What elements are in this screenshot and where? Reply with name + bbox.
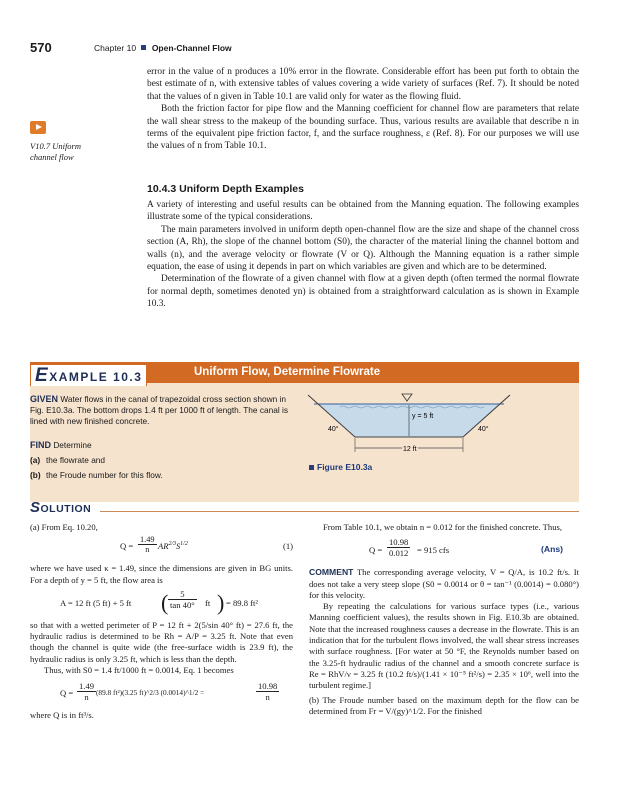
given-text: Water flows in the canal of trapezoidal cross section shown in Fig. E10.3a. The bottom drops 1.4 ft per 1000 ft of length. The canal is lined with new finished concrete. bbox=[30, 394, 288, 426]
figure-caption bbox=[309, 462, 372, 472]
left-text-1: where we have used κ = 1.49, since the dimensions are given in BG units. For a depth of y = 5 ft, the flow area is bbox=[30, 563, 293, 585]
find-a-text: the flowrate and bbox=[46, 455, 106, 465]
video-label-line-1: V10.7 Uniform bbox=[30, 141, 81, 151]
solution-initial: S bbox=[30, 499, 41, 516]
eq3-denominator: n bbox=[84, 692, 89, 703]
solution-right-column bbox=[309, 522, 579, 717]
eq4-denominator: 0.012 bbox=[389, 548, 409, 559]
eq4-numerator: 10.98 bbox=[389, 537, 409, 548]
section-title: 10.4.3 Uniform Depth Examples bbox=[147, 183, 304, 195]
eq2-lhs: A = 12 ft (5 ft) + 5 ft bbox=[60, 597, 132, 608]
part-a-intro: (a) From Eq. 10.20, bbox=[30, 522, 98, 532]
solution-heading-text: OLUTION bbox=[40, 503, 92, 515]
eq1-lhs: Q = bbox=[120, 541, 134, 552]
left-text-4: where Q is in ft³/s. bbox=[30, 710, 94, 721]
comment-text: The corresponding average velocity, V = Q/A, is 10.2 ft/s. It does not take a very steep slope (S0 = 0.0014 or θ = tan⁻¹ (0.0014) = 0.080°) for this velocity. bbox=[309, 567, 579, 600]
intro-paragraph-2: Both the friction factor for pipe flow and the Manning coefficient for channel flow are parameters that relate the wall shear stress to the makeup of the bounding surface. Thus, various results are available that describe n in terms of the equivalent pipe friction factor, f, and the surface roughness, ε (Ref. 8). For our purposes we will use the values of n from Table 10.1. bbox=[147, 104, 579, 152]
video-label[interactable] bbox=[30, 141, 81, 163]
comment-paragraph bbox=[309, 567, 579, 601]
given-block bbox=[30, 394, 293, 427]
eq1-denominator: n bbox=[145, 545, 150, 555]
answer-marker: (Ans) bbox=[541, 544, 563, 555]
solution-heading bbox=[30, 499, 91, 517]
find-b-label: (b) bbox=[30, 470, 41, 480]
find-label: FIND bbox=[30, 440, 51, 450]
intro-paragraph-1: error in the value of n produces a 10% error in the flowrate. Considerable effort has been put forth to obtain the best estimate of n, with extensive tables of values covering a wide variety of surfaces (Ref. 7). It should be noted that the values of n given in Table 10.1 are valid only for water as the flowing fluid. bbox=[147, 67, 579, 102]
find-b-text: the Froude number for this flow. bbox=[46, 470, 163, 480]
angle-label-right: 40° bbox=[478, 426, 489, 433]
given-label: GIVEN bbox=[30, 394, 59, 404]
find-block bbox=[30, 438, 293, 483]
eq3-denominator-2: n bbox=[265, 692, 270, 703]
eq2-result: = 89.8 ft² bbox=[226, 597, 259, 608]
intro-block bbox=[147, 66, 579, 153]
eq4-lhs: Q = bbox=[369, 545, 383, 556]
example-label bbox=[30, 364, 147, 386]
comment-label: COMMENT bbox=[309, 567, 354, 578]
section-body bbox=[147, 199, 579, 311]
find-text: Determine bbox=[53, 440, 92, 450]
example-label-text: XAMPLE 10.3 bbox=[49, 370, 143, 384]
eq1-numerator: 1.49 bbox=[140, 535, 155, 545]
running-head bbox=[94, 43, 232, 53]
video-label-line-2: channel flow bbox=[30, 152, 74, 162]
solution-left-column bbox=[30, 522, 293, 722]
eq3-lhs: Q = bbox=[60, 688, 74, 699]
angle-label-left: 40° bbox=[328, 426, 339, 433]
bottom-width-label: 12 ft bbox=[403, 446, 417, 453]
equation-1: Q = $\frac{1.49}{n}$ $AR^{2/3}S^{1/2}$ (1) bbox=[120, 535, 294, 555]
left-text-3: Thus, with S0 = 1.4 ft/1000 ft = 0.0014, Eq. 1 becomes bbox=[44, 665, 234, 676]
equation-2: A = 12 ft (5 ft) + 5 ft ( $\frac{5}{\tan 40^\circ}$ ft ) = 89.8 ft² bbox=[60, 588, 259, 615]
equation-3 bbox=[30, 676, 293, 710]
section-paragraph-2: The main parameters involved in uniform depth open-channel flow are the size and shape of the channel cross section (A, Rh), the slope of the channel bottom (S0), the character of the material lining the channel bottom and walls (n), and the average velocity or flowrate (V or Q). Although the Manning equation is a rather simple equation, the ease of using it depends in part on which variables are given and which are to be determined. bbox=[147, 224, 579, 273]
play-icon bbox=[36, 124, 42, 130]
example-title: Uniform Flow, Determine Flowrate bbox=[194, 366, 381, 378]
caption-text: Figure E10.3a bbox=[317, 462, 373, 472]
figure-e10-3a bbox=[300, 390, 512, 460]
eq2-unit: ft bbox=[205, 597, 211, 608]
eq2-denominator: tan 40° bbox=[170, 599, 195, 610]
solution-rule bbox=[100, 511, 579, 512]
page-number: 570 bbox=[30, 40, 52, 55]
eq1-exponent: 2/3 bbox=[168, 541, 177, 548]
caption-marker bbox=[309, 465, 314, 470]
chapter-title: Open-Channel Flow bbox=[151, 43, 232, 53]
eq1-term: AR bbox=[158, 541, 169, 552]
eq4-result: = 915 cfs bbox=[417, 545, 450, 556]
eq3-body: (89.8 ft²)(3.25 ft)^2/3 (0.0014)^1/2 = bbox=[96, 688, 205, 698]
find-a-label: (a) bbox=[30, 455, 41, 465]
example-label-initial: E bbox=[35, 365, 50, 386]
eq3-numerator-2: 10.98 bbox=[258, 681, 278, 692]
right-text-2: By repeating the calculations for various surface types (i.e., various Manning coefficient values), the results shown in Fig. E10.3b are obtained. Note that the increased roughness causes a decrease in the flowrate. This is an indication that for the turbulent flows involved, the wall shear stress increases with surface roughness. [For water at 50 °F, the Reynolds number based on the 3.25-ft hydraulic radius of the channel and a smooth concrete surface is Re = RhV/ν = 3.25 ft (10.2 ft/s)/(1.41 × 10⁻⁵ ft²/s) = 2.35 × 10⁶, well into the turbulent regime.] bbox=[309, 601, 579, 691]
chapter-separator bbox=[141, 45, 146, 50]
eq3-numerator: 1.49 bbox=[79, 681, 95, 692]
right-text-1: From Table 10.1, we obtain n = 0.012 for the finished concrete. Thus, bbox=[323, 522, 563, 532]
left-text-2: so that with a wetted perimeter of P = 12 ft + 2(5/sin 40° ft) = 27.6 ft, the hydraulic radius is determined to be Rh = A/P = 3.25 ft. Note that even though the channel is quite wide (the free-surface width is 23.9 ft), the hydraulic radius is only 3.25 ft, which is less than the depth. bbox=[30, 619, 293, 664]
eq1-tag: (1) bbox=[283, 541, 294, 552]
video-play-button[interactable] bbox=[30, 121, 46, 134]
chapter-label: Chapter 10 bbox=[94, 43, 137, 53]
eq2-numerator: 5 bbox=[168, 589, 197, 600]
surface-marker-icon bbox=[402, 394, 412, 401]
section-paragraph-1: A variety of interesting and useful results can be obtained from the Manning equation. The following examples illustrate some of the typical considerations. bbox=[147, 200, 579, 223]
section-paragraph-3: Determination of the flowrate of a given channel with flow at a given depth (often termed the normal flowrate for normal depth, sometimes denoted yn) is obtained from a straightforward calculation as is shown in Example 10.3. bbox=[147, 274, 579, 310]
equation-4 bbox=[309, 533, 579, 567]
depth-label: y = 5 ft bbox=[412, 413, 434, 420]
right-text-3: (b) The Froude number based on the maximum depth for the flow can be determined from Fr = V/(gy)^1/2. For the finished bbox=[309, 694, 579, 716]
